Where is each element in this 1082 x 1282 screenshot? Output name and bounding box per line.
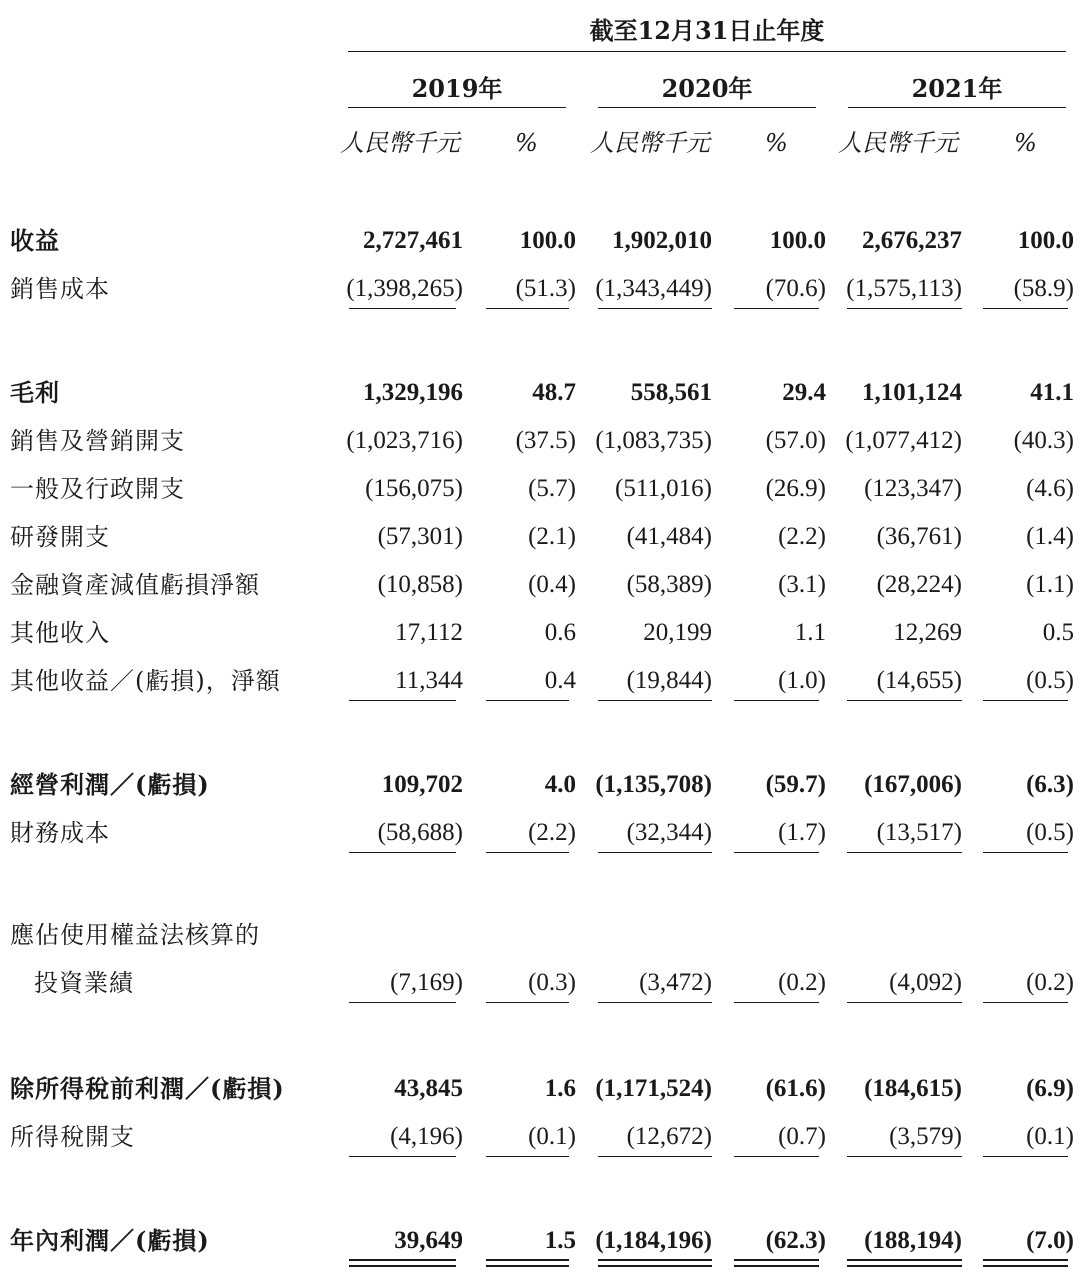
year-rule-2019 (348, 107, 566, 108)
row-value: (13,517) (876, 819, 962, 846)
year-header-2021: 2021年 (911, 74, 1003, 103)
row-label: 銷售及營銷開支 (10, 427, 185, 455)
subtotal-rule (983, 308, 1068, 309)
total-double-rule (734, 1259, 819, 1267)
row-value: 1,329,196 (363, 379, 463, 406)
row-value: (6.3) (1026, 771, 1074, 798)
row-label: 應佔使用權益法核算的 (10, 921, 260, 949)
row-value: (37.5) (515, 427, 576, 454)
row-value: (58,688) (377, 819, 463, 846)
row-value: (12,672) (626, 1123, 712, 1150)
subtotal-rule (734, 700, 819, 701)
row-value: (184,615) (864, 1075, 962, 1102)
row-value: (4,196) (390, 1123, 463, 1150)
row-label: 其他收入 (10, 619, 110, 647)
row-value: (0.1) (1026, 1123, 1074, 1150)
row-value: (59.7) (765, 771, 826, 798)
row-label: 毛利 (10, 378, 60, 407)
row-value: 2,676,237 (862, 227, 962, 254)
row-value: 100.0 (1017, 227, 1074, 254)
row-value: (26.9) (765, 475, 826, 502)
subtotal-rule (734, 1002, 819, 1003)
subtotal-rule (349, 1002, 456, 1003)
row-value: 39,649 (394, 1227, 463, 1254)
row-value: (2.2) (528, 819, 576, 846)
subtotal-rule (983, 700, 1068, 701)
row-value: (1,135,708) (595, 771, 712, 798)
subtotal-rule (847, 1002, 962, 1003)
subtotal-rule (983, 1002, 1068, 1003)
row-value: (61.6) (765, 1075, 826, 1102)
row-value: (1,083,735) (595, 427, 712, 454)
subtotal-rule (349, 308, 456, 309)
row-value: (0.2) (778, 969, 826, 996)
row-value: (4.6) (1026, 475, 1074, 502)
row-value: 0.4 (544, 667, 576, 694)
row-value: 1.6 (544, 1075, 576, 1102)
row-value: (0.3) (528, 969, 576, 996)
row-value: (3,579) (889, 1123, 962, 1150)
row-value: (28,224) (876, 571, 962, 598)
row-value: (62.3) (765, 1227, 826, 1254)
row-value: (511,016) (615, 475, 712, 502)
row-value: 1.5 (544, 1227, 576, 1254)
row-value: (0.5) (1026, 667, 1074, 694)
subtotal-rule (598, 1156, 712, 1157)
row-value: (7,169) (390, 969, 463, 996)
period-rule (348, 51, 1066, 52)
row-value: (0.4) (528, 571, 576, 598)
subtotal-rule (598, 852, 712, 853)
row-value: 1,902,010 (612, 227, 712, 254)
row-value: (40.3) (1013, 427, 1074, 454)
year-header-2020: 2020年 (661, 74, 753, 103)
row-value: (41,484) (626, 523, 712, 550)
row-value: 48.7 (532, 379, 576, 406)
row-value: 17,112 (395, 619, 463, 646)
unit-pct-2021: % (1014, 129, 1037, 157)
row-label: 經營利潤／(虧損) (10, 770, 210, 799)
unit-pct-2020: % (765, 129, 788, 157)
unit-amount-2020: 人民幣千元 (590, 129, 710, 157)
subtotal-rule (598, 308, 712, 309)
subtotal-rule (349, 700, 456, 701)
year-rule-2021 (848, 107, 1066, 108)
row-value: (156,075) (365, 475, 463, 502)
row-value: (0.2) (1026, 969, 1074, 996)
row-value: 43,845 (394, 1075, 463, 1102)
row-value: (51.3) (515, 275, 576, 302)
row-value: 4.0 (544, 771, 576, 798)
row-value: 100.0 (519, 227, 576, 254)
row-label: 財務成本 (10, 819, 110, 847)
subtotal-rule (598, 700, 712, 701)
row-value: 109,702 (381, 771, 463, 798)
row-value: (7.0) (1026, 1227, 1074, 1254)
row-label: 金融資產減值虧損淨額 (10, 571, 260, 599)
subtotal-rule (486, 1002, 569, 1003)
year-header-2019: 2019年 (411, 74, 503, 103)
row-value: (36,761) (876, 523, 962, 550)
total-double-rule (486, 1259, 569, 1267)
row-label: 其他收益／(虧損)，淨額 (10, 667, 281, 695)
row-value: (1,398,265) (346, 275, 463, 302)
subtotal-rule (486, 308, 569, 309)
row-value: (70.6) (765, 275, 826, 302)
year-rule-2020 (598, 107, 816, 108)
row-value: 0.5 (1042, 619, 1074, 646)
subtotal-rule (734, 308, 819, 309)
row-label: 除所得稅前利潤／(虧損) (10, 1074, 285, 1103)
total-double-rule (349, 1259, 456, 1267)
row-value: (0.1) (528, 1123, 576, 1150)
row-value: 100.0 (769, 227, 826, 254)
row-value: (57,301) (377, 523, 463, 550)
row-value: (1.7) (778, 819, 826, 846)
subtotal-rule (349, 1156, 456, 1157)
row-value: 2,727,461 (363, 227, 463, 254)
total-double-rule (983, 1259, 1068, 1267)
row-value: (188,194) (864, 1227, 962, 1254)
subtotal-rule (486, 1156, 569, 1157)
subtotal-rule (847, 308, 962, 309)
subtotal-rule (734, 1156, 819, 1157)
subtotal-rule (983, 852, 1068, 853)
row-value: (1.4) (1026, 523, 1074, 550)
subtotal-rule (983, 1156, 1068, 1157)
row-value: (58.9) (1013, 275, 1074, 302)
row-value: (6.9) (1026, 1075, 1074, 1102)
row-value: (3.1) (778, 571, 826, 598)
row-value: (32,344) (626, 819, 712, 846)
row-value: (58,389) (626, 571, 712, 598)
total-double-rule (847, 1259, 962, 1267)
period-header: 截至12月31日止年度 (589, 16, 825, 45)
row-value: (167,006) (864, 771, 962, 798)
row-value: (3,472) (639, 969, 712, 996)
row-label: 銷售成本 (10, 275, 110, 303)
subtotal-rule (598, 1002, 712, 1003)
row-value: 29.4 (782, 379, 826, 406)
unit-amount-2021: 人民幣千元 (838, 129, 958, 157)
row-value: 1.1 (794, 619, 826, 646)
row-label: 收益 (10, 226, 60, 255)
total-double-rule (598, 1259, 712, 1267)
row-label: 一般及行政開支 (10, 475, 185, 503)
row-value: (1.1) (1026, 571, 1074, 598)
row-value: (0.5) (1026, 819, 1074, 846)
row-label-continued: 投資業績 (34, 969, 134, 997)
subtotal-rule (734, 852, 819, 853)
row-value: 11,344 (395, 667, 463, 694)
subtotal-rule (847, 852, 962, 853)
row-value: (1,343,449) (595, 275, 712, 302)
row-value: (0.7) (778, 1123, 826, 1150)
row-value: (2.1) (528, 523, 576, 550)
row-value: (1.0) (778, 667, 826, 694)
row-value: 558,561 (630, 379, 712, 406)
row-value: (4,092) (889, 969, 962, 996)
row-label: 所得稅開支 (10, 1123, 135, 1151)
row-value: 12,269 (893, 619, 962, 646)
row-value: (123,347) (864, 475, 962, 502)
row-value: (1,077,412) (845, 427, 962, 454)
row-value: (1,575,113) (846, 275, 962, 302)
subtotal-rule (486, 700, 569, 701)
row-value: (10,858) (377, 571, 463, 598)
subtotal-rule (486, 852, 569, 853)
row-label: 研發開支 (10, 523, 110, 551)
row-value: 1,101,124 (862, 379, 962, 406)
row-value: (1,023,716) (346, 427, 463, 454)
subtotal-rule (847, 1156, 962, 1157)
subtotal-rule (349, 852, 456, 853)
unit-amount-2019: 人民幣千元 (340, 129, 460, 157)
row-value: 20,199 (643, 619, 712, 646)
row-value: (5.7) (528, 475, 576, 502)
row-value: (1,171,524) (595, 1075, 712, 1102)
row-value: 41.1 (1030, 379, 1074, 406)
row-value: 0.6 (544, 619, 576, 646)
row-value: (19,844) (626, 667, 712, 694)
row-value: (14,655) (876, 667, 962, 694)
row-value: (2.2) (778, 523, 826, 550)
row-value: (57.0) (765, 427, 826, 454)
unit-pct-2019: % (515, 129, 538, 157)
row-value: (1,184,196) (595, 1227, 712, 1254)
subtotal-rule (847, 700, 962, 701)
row-label: 年內利潤／(虧損) (10, 1226, 210, 1255)
